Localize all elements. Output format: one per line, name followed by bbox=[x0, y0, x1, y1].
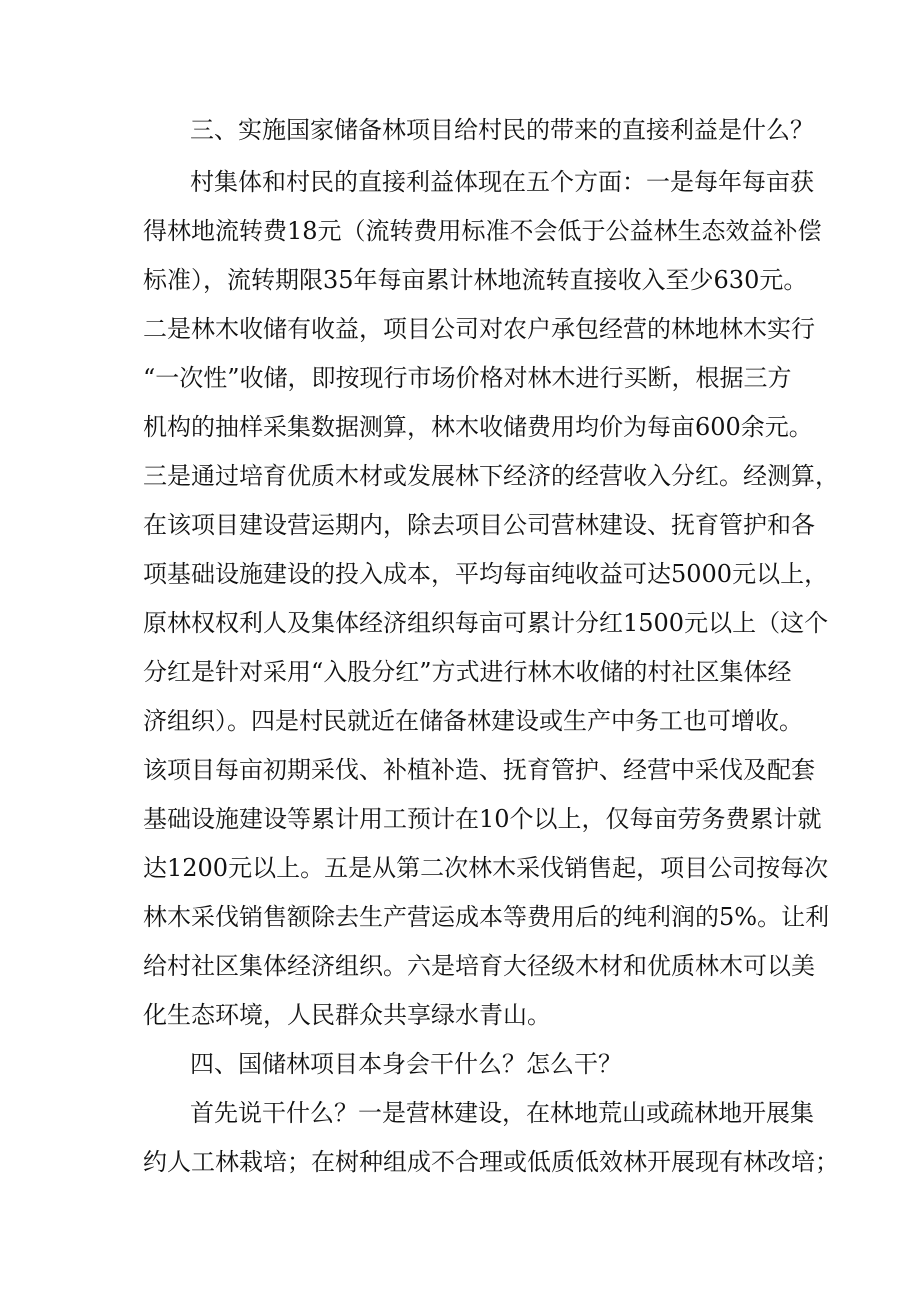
paragraph-line bbox=[0, 554, 920, 594]
paragraph-line bbox=[0, 505, 920, 545]
paragraph-line bbox=[0, 358, 920, 398]
line-text: 三是通过培育优质木材或发展林下经济的经营收入分红。经测算， bbox=[143, 462, 839, 490]
paragraph-line bbox=[0, 848, 920, 888]
line-text: “一次性”收储，即按现行市场价格对林木进行买断，根据三方 bbox=[143, 364, 792, 392]
paragraph-line bbox=[0, 603, 920, 643]
line-text: 项基础设施建设的投入成本，平均每亩纯收益可达5000元以上， bbox=[143, 560, 829, 588]
line-text: 首先说干什么？一是营林建设，在林地荒山或疏林地开展集 bbox=[190, 1099, 814, 1127]
line-text: 该项目每亩初期采伐、补植补造、抚育管护、经营中采伐及配套 bbox=[143, 756, 815, 784]
paragraph-line bbox=[0, 309, 920, 349]
paragraph-line bbox=[0, 799, 920, 839]
line-text: 约人工林栽培；在树种组成不合理或低质低效林开展现有林改培； bbox=[143, 1148, 839, 1176]
line-text: 化生态环境，人民群众共享绿水青山。 bbox=[143, 1001, 551, 1029]
line-text: 机构的抽样采集数据测算，林木收储费用均价为每亩600余元。 bbox=[143, 413, 813, 441]
paragraph-line bbox=[0, 1093, 920, 1133]
line-text: 达1200元以上。五是从第二次林木采伐销售起，项目公司按每次 bbox=[143, 854, 829, 882]
paragraph-line bbox=[0, 407, 920, 447]
paragraph-line bbox=[0, 897, 920, 937]
line-text: 林木采伐销售额除去生产营运成本等费用后的纯利润的5%。让利 bbox=[143, 903, 830, 931]
line-text: 原林权权利人及集体经济组织每亩可累计分红1500元以上（这个 bbox=[143, 609, 829, 637]
heading-text: 四、国储林项目本身会干什么？怎么干？ bbox=[190, 1050, 622, 1078]
paragraph-line bbox=[0, 1142, 920, 1182]
paragraph-line bbox=[0, 946, 920, 986]
line-text: 分红是针对采用“入股分红”方式进行林木收储的村社区集体经 bbox=[143, 658, 792, 686]
line-text: 标准），流转期限35年每亩累计林地流转直接收入至少630元。 bbox=[143, 266, 808, 294]
paragraph-line bbox=[0, 995, 920, 1035]
line-text: 得林地流转费18元（流转费用标准不会低于公益林生态效益补偿 bbox=[143, 217, 822, 245]
paragraph-line bbox=[0, 750, 920, 790]
paragraph-line bbox=[0, 456, 920, 496]
line-text: 村集体和村民的直接利益体现在五个方面：一是每年每亩获 bbox=[190, 168, 814, 196]
paragraph-line bbox=[0, 652, 920, 692]
line-text: 基础设施建设等累计用工预计在10个以上，仅每亩劳务费累计就 bbox=[143, 805, 822, 833]
line-text: 在该项目建设营运期内，除去项目公司营林建设、抚育管护和各 bbox=[143, 511, 815, 539]
paragraph-line bbox=[0, 701, 920, 741]
paragraph-line bbox=[0, 162, 920, 202]
line-text: 二是林木收储有收益，项目公司对农户承包经营的林地林木实行 bbox=[143, 315, 815, 343]
heading-text: 三、实施国家储备林项目给村民的带来的直接利益是什么？ bbox=[190, 116, 814, 144]
heading-section-4 bbox=[0, 1044, 920, 1084]
paragraph-line bbox=[0, 260, 920, 300]
line-text: 济组织）。四是村民就近在储备林建设或生产中务工也可增收。 bbox=[143, 707, 803, 735]
paragraph-line bbox=[0, 211, 920, 251]
line-text: 给村社区集体经济组织。六是培育大径级木材和优质林木可以美 bbox=[143, 952, 815, 980]
heading-section-3 bbox=[0, 110, 920, 150]
